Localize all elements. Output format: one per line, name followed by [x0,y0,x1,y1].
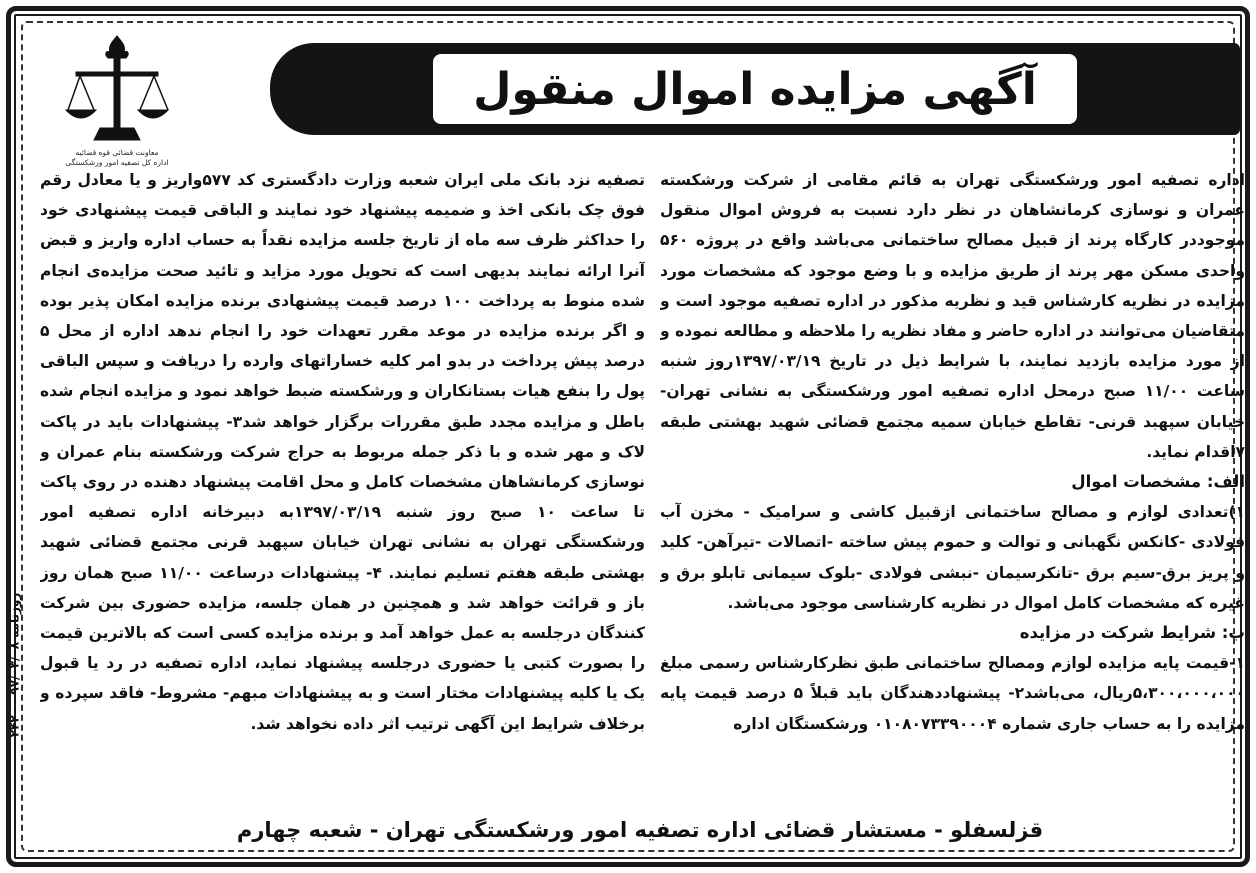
section-a-heading: الف: مشخصات اموال [1071,472,1245,492]
intro-paragraph: اداره تصفیه امور ورشکستگی تهران به قائم مقامی از شرکت ورشکسته عمران و نوسازی کرمانشاهان در نظر دارد نسبت به فروش اموال منقول موجوددر کارگاه پرند از قبیل مصالح ساختمانی می‌باشد واقع در پروژه ۵۶۰ واحدی مسکن مهر پرند از طریق مزایده و با وضع موجود که مشخصات مورد مزایده در نظریه کارشناس قید و نظریه مذکور در اداره تصفیه موجود است و متقاضیان می‌توانند در اداره حاضر و مفاد نظریه را ملاحظه و مطالعه نموده و از مورد مزایده بازدید نمایند، با شرایط ذیل در تاریخ ۱۳۹۷/۰۳/۱۹روز شنبه ساعت ۱۱/۰۰ صبح درمحل اداره تصفیه امور ورشکستگی به نشانی تهران- خیابان سپهبد قرنی- تقاطع خیابان سمیه مجتمع قضائی شهید بهشتی طبقه ۷اقدام نماید. [660,171,1245,461]
page-title: آگهی مزایده اموال منقول [473,63,1037,115]
side-strip [2,470,26,860]
left-text-column [40,165,645,795]
title-banner [270,43,1240,135]
title-banner-inner [433,54,1077,124]
emblem-caption-line2: اداره کل تصفیه امور ورشکستگی [65,158,169,167]
side-strip-text: روزنامه ۹۷/۰۳/۰۸ - ۲۴۲۰ [7,592,21,738]
section-b-heading: ب: شرایط شرکت در مزایده [1019,623,1245,643]
conditions-continued-paragraph: تصفیه نزد بانک ملی ایران شعبه وزارت دادگستری کد ۵۷۷واریز و یا معادل رقم فوق چک بانکی اخذ و ضمیمه پیشنهاد خود نمایند و الباقی قیمت پیشنهادی خود را حداکثر ظرف سه ماه از تاریخ جلسه مزایده نقداً به حساب اداره واریز و قبض آنرا ارائه نمایند بدیهی است که تحویل مورد مزاید و تائید صحت مزایده‌ی انجام شده منوط به پرداخت ۱۰۰ درصد قیمت پیشنهادی برنده مزایده امکان پذیر بوده و اگر برنده مزایده در موعد مقرر تعهدات خود را انجام ندهد اداره از محل ۵ درصد پیش پرداخت در بدو امر کلیه خساراتهای وارده را دریافت و سپس الباقی پول را بنفع هیات بستانکاران و ورشکسته ضبط خواهد نمود و مزایده انجام شده باطل و مزایده مجدد طبق مقررات برگزار خواهد شد۳- پیشنهادات باید در پاکت لاک و مهر شده و با ذکر جمله مربوط به حراج شرکت ورشکسته بنام عمران و نوسازی کرمانشاهان مشخصات کامل و محل اقامت پیشنهاد دهنده در روی پاکت تا ساعت ۱۰ صبح روز شنبه ۱۳۹۷/۰۳/۱۹به دبیرخانه اداره تصفیه امور ورشکستگی تهران به نشانی تهران خیابان سپهبد قرنی مجتمع قضائی شهید بهشتی طبقه هفتم تسلیم نمایند. ۴- پیشنهادات درساعت ۱۱/۰۰ صبح همان روز باز و قرائت خواهد شد و همچنین در همان جلسه، مزایده حضوری بین شرکت کنندگان درجلسه به عمل خواهد آمد و برنده مزایده کسی است که بالاترین قیمت را بصورت کتبی یا حضوری درجلسه پیشنهاد نماید، اداره تصفیه در رد یا قبول یک یا کلیه پیشنهادات مختار است و به پیشنهادات مبهم- مشروط- فاقد سپرده و برخلاف شرایط این آگهی ترتیب اثر داده نخواهد شد. [40,171,645,733]
signature-line: قزلسفلو - مستشار قضائی اداره تصفیه امور ورشکستگی تهران - شعبه چهارم [236,818,1044,842]
emblem-caption-line1: معاونت قضائی قوه قضائیه [75,148,159,157]
judiciary-emblem [52,30,182,170]
section-a-paragraph: ۱)تعدادی لوازم و مصالح ساختمانی ازقبیل کاشی و سرامیک - مخزن آب فولادی -کانکس نگهبانی و توالت و حموم پیش ساخته -اتصالات -تیرآهن- کلید و پریز برق-سیم برق -تانکرسیمان -نبشی فولادی -بلوک سیمانی تابلو برق و غیره که مشخصات کامل اموال در نظریه کارشناسی موجود می‌باشد. [660,503,1245,612]
scales-of-justice-icon [62,30,172,148]
section-b-paragraph: ۱-قیمت پایه مزایده لوازم ومصالح ساختمانی طبق نظرکارشناس رسمی مبلغ ۵،۳۰۰،۰۰۰،۰۰۰ریال، می‌باشد۲- پیشنهاددهندگان باید قبلاً ۵ درصد قیمت پایه مزایده را به حساب جاری شماره ۰۱۰۸۰۷۳۳۹۰۰۰۴ ورشکستگان اداره [660,654,1245,733]
right-text-column [660,165,1245,795]
